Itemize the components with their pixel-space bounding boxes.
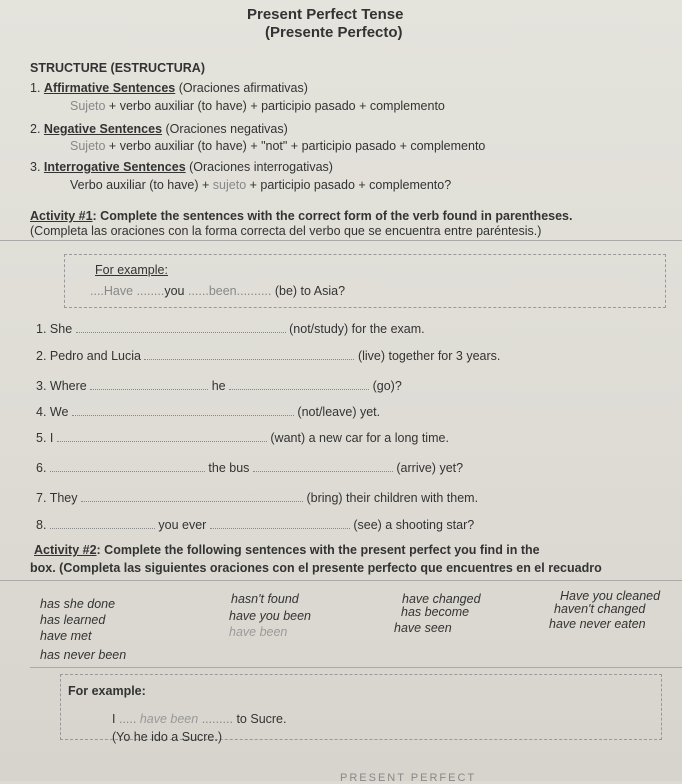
activity2-example-label: For example: <box>68 684 146 698</box>
answer-blank[interactable] <box>57 430 267 442</box>
answer-blank[interactable] <box>72 404 294 416</box>
item-subject: She <box>49 322 73 336</box>
item-number: 7. <box>36 491 47 505</box>
answer-blank[interactable] <box>90 378 208 390</box>
word-bank-item: has learned <box>40 613 106 627</box>
word-bank-bottom-border <box>30 667 682 668</box>
item-number: 5. <box>36 431 47 445</box>
example-subject: I <box>112 712 116 726</box>
activity2-example: I ..... have been ......... to Sucre. <box>112 712 287 726</box>
section-desc: (Oraciones negativas) <box>165 122 288 136</box>
item-subject: They <box>49 491 78 505</box>
section-number: 3. <box>30 160 41 174</box>
answer-blank[interactable] <box>253 460 393 472</box>
word-bank-item: have been <box>229 625 288 639</box>
section-number: 2. <box>30 122 41 136</box>
item-subject: I <box>49 431 54 445</box>
answer-blank[interactable] <box>50 517 155 529</box>
exercise-item-7 <box>36 490 478 505</box>
word-bank-item: haven't changed <box>554 602 646 616</box>
activity1-example: ....Have ........you ......been.......... (be) to Asia? <box>90 284 346 298</box>
footer-partial-text: PRESENT PERFECT <box>340 772 477 784</box>
word-bank-item: have you been <box>229 609 312 623</box>
word-bank-item: have seen <box>394 621 452 635</box>
word-bank-item: hasn't found <box>231 592 299 606</box>
section-desc: (Oraciones interrogativas) <box>189 160 333 174</box>
formula-rest: + verbo auxiliar (to have) + "not" + participio pasado + complemento <box>105 139 486 153</box>
word-bank-item: have never eaten <box>549 617 646 631</box>
section-name: Negative Sentences <box>43 122 163 136</box>
exercise-item-8 <box>36 517 474 532</box>
item-number: 2. <box>36 349 47 363</box>
section-interrogative <box>30 160 333 174</box>
example-answer-2: you <box>164 284 185 298</box>
word-bank-item: have met <box>40 629 92 643</box>
item-hint: (go)? <box>372 379 402 393</box>
section-affirmative <box>30 81 308 95</box>
activity2-example-translation: (Yo he ido a Sucre.) <box>112 730 223 744</box>
formula-affirmative <box>70 99 445 113</box>
formula-negative <box>70 139 485 153</box>
word-bank-item: has never been <box>40 648 127 662</box>
answer-blank[interactable] <box>144 348 354 360</box>
item-number: 4. <box>36 405 47 419</box>
activity1-instruction-es: (Completa las oraciones con la forma correcta del verbo que se encuentra entre paréntesis.) <box>30 224 542 238</box>
structure-heading: STRUCTURE (ESTRUCTURA) <box>30 61 205 75</box>
word-bank-item: has she done <box>40 597 116 611</box>
answer-blank[interactable] <box>210 517 350 529</box>
formula-interrogative <box>70 178 451 192</box>
activity2-instruction <box>34 543 540 557</box>
divider <box>0 580 682 581</box>
item-middle: you ever <box>158 518 207 532</box>
activity1-label: Activity #1 <box>30 209 93 223</box>
item-hint: (see) a shooting star? <box>353 518 475 532</box>
item-number: 8. <box>36 518 47 532</box>
exercise-item-2 <box>36 348 500 363</box>
section-negative <box>30 122 288 136</box>
exercise-item-3 <box>36 378 402 393</box>
answer-blank[interactable] <box>229 378 369 390</box>
activity2-instruction-text: : Complete the following sentences with the present perfect you find in the <box>96 543 540 557</box>
example-answer: have been <box>139 712 199 726</box>
answer-blank[interactable] <box>50 460 205 472</box>
example-end: to Sucre. <box>236 712 287 726</box>
formula-rest: + participio pasado + complemento? <box>246 178 452 192</box>
formula-subject: Sujeto <box>70 99 106 113</box>
item-hint: (bring) their children with them. <box>306 491 479 505</box>
item-hint: (want) a new car for a long time. <box>270 431 449 445</box>
activity2-instruction-es: box. (Completa las siguientes oraciones con el presente perfecto que encuentres en el recuadro <box>30 561 602 575</box>
formula-subject: sujeto <box>212 178 247 192</box>
page-subtitle: (Presente Perfecto) <box>265 24 403 41</box>
activity1-instruction-text: : Complete the sentences with the correct form of the verb found in parentheses. <box>92 209 573 223</box>
item-subject: Pedro and Lucia <box>49 349 141 363</box>
word-bank-item: have changed <box>402 592 481 606</box>
formula-subject: Sujeto <box>70 139 106 153</box>
item-hint: (arrive) yet? <box>396 461 464 475</box>
activity1-instruction <box>30 209 572 223</box>
exercise-item-5 <box>36 430 449 445</box>
section-name: Interrogative Sentences <box>43 160 186 174</box>
item-hint: (not/leave) yet. <box>297 405 381 419</box>
activity1-example-label: For example: <box>95 263 168 277</box>
section-desc: (Oraciones afirmativas) <box>178 81 308 95</box>
formula-rest: + verbo auxiliar (to have) + participio pasado + complemento <box>105 99 445 113</box>
exercise-item-6 <box>36 460 463 475</box>
word-bank-item: has become <box>401 605 470 619</box>
item-hint: (not/study) for the exam. <box>289 322 425 336</box>
activity2-label: Activity #2 <box>34 543 97 557</box>
answer-blank[interactable] <box>76 321 286 333</box>
section-number: 1. <box>30 81 41 95</box>
item-number: 1. <box>36 322 47 336</box>
section-name: Affirmative Sentences <box>43 81 176 95</box>
divider <box>0 240 682 241</box>
example-answer-3: been <box>208 284 237 298</box>
page-title: Present Perfect Tense <box>247 6 404 23</box>
item-middle: the bus <box>208 461 250 475</box>
word-bank-item: Have you cleaned <box>560 589 661 603</box>
formula-pre: Verbo auxiliar (to have) + <box>70 178 213 192</box>
item-middle: he <box>211 379 226 393</box>
item-number: 6. <box>36 461 47 475</box>
answer-blank[interactable] <box>81 490 303 502</box>
exercise-item-4 <box>36 404 380 419</box>
item-subject: Where <box>49 379 87 393</box>
example-end: (be) to Asia? <box>274 284 346 298</box>
item-hint: (live) together for 3 years. <box>357 349 501 363</box>
item-number: 3. <box>36 379 47 393</box>
example-answer-1: Have <box>103 284 134 298</box>
item-subject: We <box>49 405 69 419</box>
exercise-item-1 <box>36 321 425 336</box>
